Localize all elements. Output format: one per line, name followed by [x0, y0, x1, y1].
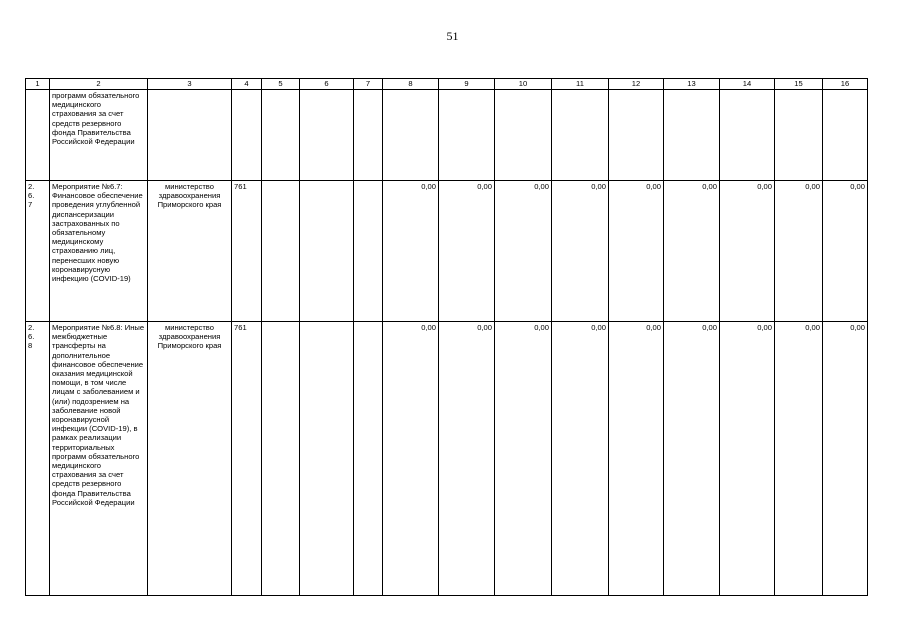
value-cell: 0,00 — [383, 181, 439, 322]
value-cell: 0,00 — [495, 181, 552, 322]
header-cell: 14 — [720, 79, 775, 90]
value-cell: 0,00 — [664, 322, 720, 596]
value-cell — [262, 322, 300, 596]
measure-name: Мероприятие №6.8: Иные межбюджетные трансферты на дополнительное финансовое обеспечение оказания медицинской помощи, в том числе лицам с заболеванием и (или) подозрением на заболевание новой коронавирусной инфекции (COVID-19), в рамках реализации территориальных программ обязательного медицинского страхования за счет средств резервного фонда Правительства Российской Федерации — [50, 322, 148, 596]
value-cell — [354, 90, 383, 181]
value-cell — [300, 90, 354, 181]
row-index: 2. 6. 8 — [26, 322, 50, 596]
value-cell: 0,00 — [775, 181, 823, 322]
value-cell: 0,00 — [552, 181, 609, 322]
header-cell: 4 — [232, 79, 262, 90]
header-cell: 7 — [354, 79, 383, 90]
executor: министерство здравоохранения Приморского края — [148, 322, 232, 596]
value-cell — [300, 322, 354, 596]
value-cell — [262, 181, 300, 322]
header-cell: 9 — [439, 79, 495, 90]
header-cell: 8 — [383, 79, 439, 90]
header-cell: 3 — [148, 79, 232, 90]
value-cell — [354, 181, 383, 322]
header-cell: 2 — [50, 79, 148, 90]
value-cell — [439, 90, 495, 181]
value-cell — [495, 90, 552, 181]
header-cell: 5 — [262, 79, 300, 90]
budget-code: 761 — [232, 322, 262, 596]
value-cell — [383, 90, 439, 181]
value-cell — [300, 181, 354, 322]
budget-code: 761 — [232, 181, 262, 322]
value-cell — [609, 90, 664, 181]
value-cell — [775, 90, 823, 181]
table-row — [26, 90, 868, 181]
value-cell — [552, 90, 609, 181]
header-cell: 6 — [300, 79, 354, 90]
value-cell: 0,00 — [720, 322, 775, 596]
value-cell: 0,00 — [720, 181, 775, 322]
value-cell: 0,00 — [664, 181, 720, 322]
value-cell — [720, 90, 775, 181]
header-cell: 12 — [609, 79, 664, 90]
value-cell — [664, 90, 720, 181]
header-cell: 1 — [26, 79, 50, 90]
value-cell: 0,00 — [609, 181, 664, 322]
header-cell: 11 — [552, 79, 609, 90]
value-cell — [354, 322, 383, 596]
page-number: 51 — [446, 29, 459, 43]
budget-table — [25, 78, 868, 596]
executor: министерство здравоохранения Приморского края — [148, 181, 232, 322]
row-index — [26, 90, 50, 181]
value-cell: 0,00 — [775, 322, 823, 596]
value-cell: 0,00 — [439, 322, 495, 596]
header-cell: 16 — [823, 79, 868, 90]
value-cell: 0,00 — [552, 322, 609, 596]
table-header-row — [26, 79, 868, 90]
executor — [148, 90, 232, 181]
header-cell: 10 — [495, 79, 552, 90]
budget-code — [232, 90, 262, 181]
value-cell — [262, 90, 300, 181]
row-index: 2. 6. 7 — [26, 181, 50, 322]
value-cell: 0,00 — [495, 322, 552, 596]
value-cell: 0,00 — [609, 322, 664, 596]
measure-name: Мероприятие №6.7: Финансовое обеспечение проведения углубленной диспансеризации застрахованных по обязательному медицинскому страхованию лиц, перенесших новую коронавирусную инфекцию (COVID-19) — [50, 181, 148, 322]
measure-name: программ обязательного медицинского страхования за счет средств резервного фонда Правительства Российской Федерации — [50, 90, 148, 181]
value-cell: 0,00 — [383, 322, 439, 596]
value-cell: 0,00 — [823, 181, 868, 322]
table-row — [26, 322, 868, 596]
value-cell: 0,00 — [823, 322, 868, 596]
header-cell: 15 — [775, 79, 823, 90]
header-cell: 13 — [664, 79, 720, 90]
value-cell: 0,00 — [439, 181, 495, 322]
value-cell — [823, 90, 868, 181]
table-row — [26, 181, 868, 322]
